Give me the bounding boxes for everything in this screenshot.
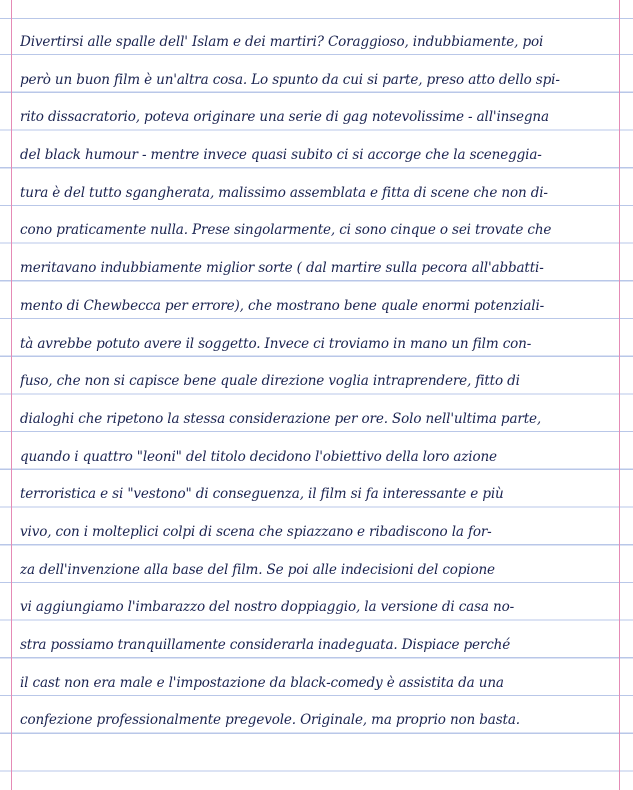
right-margin-line xyxy=(619,0,620,790)
text-line: quando i quattro "leoni" del titolo decidono l'obiettivo della loro azione xyxy=(20,448,497,465)
text-line: tura è del tutto sgangherata, malissimo assemblata e fitta di scene che non di- xyxy=(20,184,548,201)
text-line: vi aggiungiamo l'imbarazzo del nostro doppiaggio, la versione di casa no- xyxy=(20,599,515,616)
left-margin-line xyxy=(11,0,12,790)
text-line: rito dissacratorio, poteva originare una serie di gag notevolissime - all'insegna xyxy=(20,109,549,126)
text-line: confezione professionalmente pregevole. Originale, ma proprio non basta. xyxy=(20,712,520,729)
text-line: Divertirsi alle spalle dell' Islam e dei martiri? Coraggioso, indubbiamente, poi xyxy=(20,34,544,50)
text-line: dialoghi che ripetono la stessa considerazione per ore. Solo nell'ultima parte, xyxy=(20,410,542,427)
text-line: del black humour - mentre invece quasi subito ci si accorge che la sceneggia- xyxy=(20,147,542,164)
text-line: vivo, con i molteplici colpi di scena che spiazzano e ribadiscono la for- xyxy=(20,523,492,540)
text-line: il cast non era male e l'impostazione da black-comedy è assistita da una xyxy=(20,674,504,691)
text-line: cono praticamente nulla. Prese singolarmente, ci sono cinque o sei trovate che xyxy=(20,222,552,239)
text-line: terroristica e si "vestono" di conseguenza, il film si fa interessante e più xyxy=(20,486,504,503)
text-line: meritavano indubbiamente miglior sorte ( dal martire sulla pecora all'abbatti- xyxy=(20,260,544,277)
text-line: stra possiamo tranquillamente considerarla inadeguata. Dispiace perché xyxy=(20,637,511,653)
text-line: però un buon film è un'altra cosa. Lo spunto da cui si parte, preso atto dello spi- xyxy=(20,71,560,88)
handwritten-review xyxy=(20,32,618,748)
text-line: za dell'invenzione alla base del film. Se poi alle indecisioni del copione xyxy=(20,561,495,578)
text-line: fuso, che non si capisce bene quale direzione voglia intraprendere, fitto di xyxy=(20,373,520,390)
text-line: tà avrebbe potuto avere il soggetto. Invece ci troviamo in mano un film con- xyxy=(20,335,532,352)
text-line: mento di Chewbecca per errore), che mostrano bene quale enormi potenziali- xyxy=(20,297,545,314)
